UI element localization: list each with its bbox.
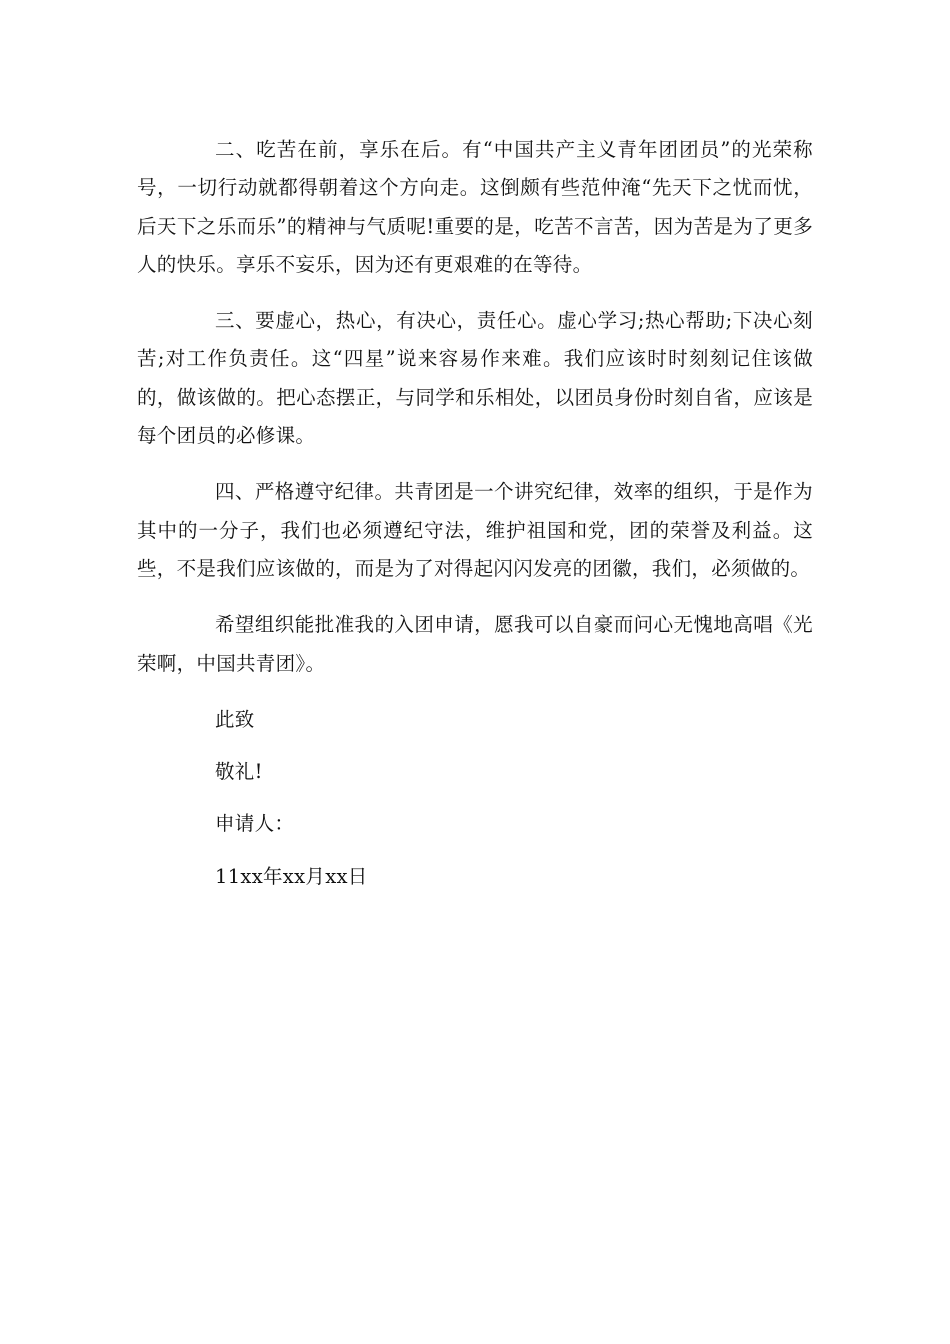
closing-salutation: 此致: [215, 707, 255, 731]
letter-body: [137, 131, 813, 896]
paragraph-observe-discipline: 四、严格遵守纪律。共青团是一个讲究纪律，效率的组织，于是作为其中的一分子，我们也必须遵纪守法，维护祖国和党，团的荣誉及利益。这些，不是我们应该做的，而是为了对得起闪闪发亮的团徽，我们，必须做的。: [137, 480, 813, 580]
closing-respect: 敬礼!: [215, 760, 263, 784]
applicant-label: 申请人：: [215, 812, 295, 836]
paragraph-eat-bitter-first: 二、吃苦在前，享乐在后。有“中国共产主义青年团团员”的光荣称号，一切行动就都得朝着这个方向走。这倒颇有些范仲淹“先天下之忧而忧，后天下之乐而乐”的精神与气质呢!重要的是，吃苦不言苦，因为苦是为了更多人的快乐。享乐不妄乐，因为还有更艰难的在等待。: [137, 138, 813, 276]
paragraph-closing-wish: 希望组织能批准我的入团申请，愿我可以自豪而问心无愧地高唱《光荣啊，中国共青团》。: [137, 613, 813, 675]
paragraph-humble-and-responsible: 三、要虚心，热心，有决心，责任心。虚心学习;热心帮助;下决心刻苦;对工作负责任。这“四星”说来容易作来难。我们应该时时刻刻记住该做的，做该做的。把心态摆正，与同学和乐相处，以团员身份时刻自省，应该是每个团员的必修课。: [137, 309, 813, 448]
application-date: 11xx年xx月xx日: [215, 864, 368, 888]
